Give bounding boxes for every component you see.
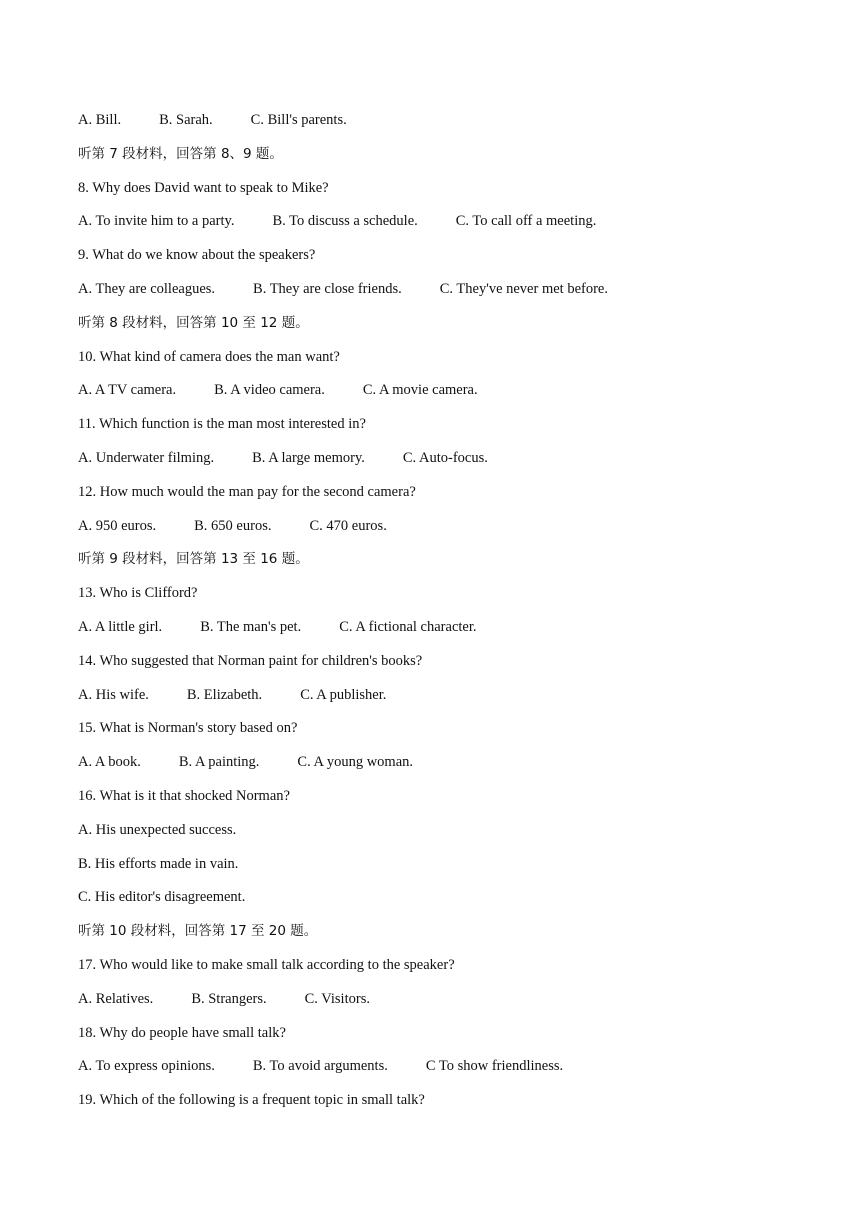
options-line <box>78 751 778 785</box>
question: 15. What is Norman's story based on? <box>78 720 298 737</box>
options-line <box>78 379 778 413</box>
option-b: B. His efforts made in vain. <box>78 855 239 872</box>
option-b: B. Elizabeth. <box>186 686 263 703</box>
option-c: C. Bill's parents. <box>250 112 347 128</box>
option-c: C. A young woman. <box>297 754 414 771</box>
option-a: A. His unexpected success. <box>78 821 237 838</box>
options-line <box>78 1055 778 1089</box>
option-b: B. 650 euros. <box>194 517 272 534</box>
option-b: B. A video camera. <box>214 382 325 399</box>
option-a: A. Bill. <box>78 112 122 128</box>
option-a: A. Relatives. <box>78 990 154 1007</box>
section-heading: 听第 7 段材料，回答第 8、9 题。 <box>78 145 283 162</box>
options-line <box>78 278 778 312</box>
question: 8. Why does David want to speak to Mike? <box>78 179 329 196</box>
option-b: B. Strangers. <box>191 990 267 1007</box>
option-a: A. A book. <box>78 754 141 771</box>
question: 19. Which of the following is a frequent topic in small talk? <box>78 1092 425 1109</box>
option-c: C. A fictional character. <box>339 618 477 635</box>
option-c: C. To call off a meeting. <box>455 213 597 230</box>
option-c: C. A movie camera. <box>362 382 478 399</box>
option-b: B. To avoid arguments. <box>252 1058 388 1075</box>
question: 18. Why do people have small talk? <box>78 1024 286 1041</box>
section-heading: 听第 9 段材料，回答第 13 至 16 题。 <box>78 551 309 568</box>
option-a: A. To invite him to a party. <box>78 213 235 230</box>
question: 14. Who suggested that Norman paint for children's books? <box>78 652 423 669</box>
question: 10. What kind of camera does the man want? <box>78 348 340 365</box>
option-a: A. They are colleagues. <box>78 280 216 297</box>
option-c: C. Visitors. <box>304 990 370 1007</box>
question: 16. What is it that shocked Norman? <box>78 787 290 804</box>
option-b: B. A painting. <box>178 754 260 771</box>
options-line <box>78 109 778 143</box>
options-line <box>78 616 778 650</box>
option-b: B. To discuss a schedule. <box>272 213 418 230</box>
options-line <box>78 853 778 887</box>
option-a: A. 950 euros. <box>78 517 157 534</box>
question: 17. Who would like to make small talk according to the speaker? <box>78 956 455 973</box>
option-c: C. A publisher. <box>300 686 387 703</box>
exam-page <box>78 109 778 1123</box>
option-b: B. The man's pet. <box>200 618 302 635</box>
option-c: C. Auto-focus. <box>402 449 488 466</box>
options-line <box>78 886 778 920</box>
options-line <box>78 447 778 481</box>
options-line <box>78 684 778 718</box>
question: 11. Which function is the man most interested in? <box>78 416 366 433</box>
question: 9. What do we know about the speakers? <box>78 247 316 264</box>
option-a: A. His wife. <box>78 686 149 703</box>
options-line <box>78 210 778 244</box>
option-a: A. A little girl. <box>78 618 163 635</box>
option-b: B. A large memory. <box>252 449 365 466</box>
option-a: A. Underwater filming. <box>78 449 215 466</box>
option-c: C To show friendliness. <box>425 1058 564 1075</box>
options-line <box>78 515 778 549</box>
option-b: B. Sarah. <box>159 112 213 128</box>
option-c: C. They've never met before. <box>439 280 608 297</box>
option-a: A. To express opinions. <box>78 1058 215 1075</box>
section-heading: 听第 10 段材料，回答第 17 至 20 题。 <box>78 923 318 940</box>
question: 13. Who is Clifford? <box>78 585 198 602</box>
question: 12. How much would the man pay for the second camera? <box>78 483 416 500</box>
option-c: C. 470 euros. <box>309 517 387 534</box>
options-line <box>78 819 778 853</box>
options-line <box>78 988 778 1022</box>
option-b: B. They are close friends. <box>253 280 402 297</box>
section-heading: 听第 8 段材料，回答第 10 至 12 题。 <box>78 314 309 331</box>
option-a: A. A TV camera. <box>78 382 177 399</box>
option-c: C. His editor's disagreement. <box>78 889 246 906</box>
